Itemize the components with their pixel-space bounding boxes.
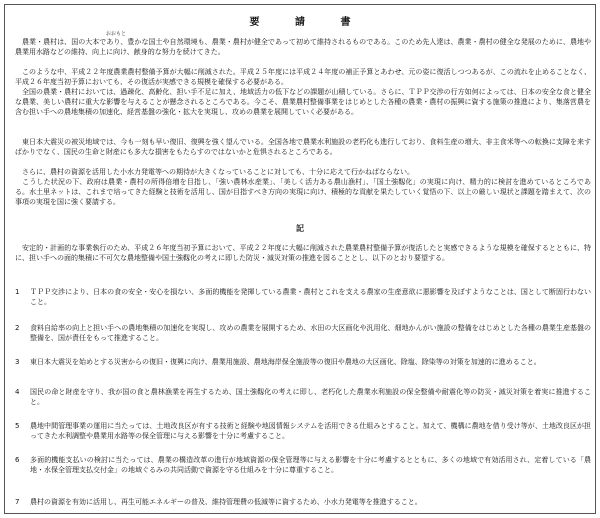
item-number: 7: [15, 498, 20, 506]
item-number: 1: [15, 288, 20, 296]
paragraph-4: 東日本大震災の被災地域では、今も一刻も早い復旧、復興を強く望んでいる。全国各地で農業水利施設の老朽化も進行しており、食料生産の増大、非主食米等への転換に支障を来すばかりでなく、国民の生命と財産にも多大な損害をもたらすのではないかと危惧されるところである。: [15, 138, 591, 156]
item-text: ＴＰＰ交渉により、日本の食の安全・安心を損ない、多面的機能を発揮している農業・農村とこれを支える農家の生産意欲に悪影響を及ぼすようなことは、国として断固行わないこと。: [30, 288, 591, 306]
document-title: 要 請 書: [249, 17, 367, 28]
item-text: 農地中間管理事業の運用に当たっては、土地改良区が有する技術と経験や地図情報システムを活用できる仕組みとすること。加えて、機構に農地を借り受け等が、土地改良区が担ってきた水利調整や農業用水路等の保全管理に与える影響を十分に考慮すること。: [30, 422, 591, 440]
item-text: 東日本大震災を始めとする災害からの復旧・復興に向け、農業用施設、農地海岸保全施設等の復旧や農地の大区画化、除塩、除染等の対策を加速的に進めること。: [30, 358, 541, 366]
paragraph-5: さらに、農村の資源を活用した小水力発電等への期待が大きくなっていることに対しても、十分に応えて行かねばならない。: [15, 168, 414, 176]
item-number: 2: [15, 324, 20, 332]
request-intro: 安定的・計画的な事業執行のため、平成２６年度当初予算において、平成２２年度に大幅に削減された農業農村整備予算が復活したと実感できるような規模を確保するとともに、特に、担い手への面的集積に不可欠な農地整備や国土強靱化の考えに即した防災・減災対策の推進を図ることとし、以下のとおり要望する。: [15, 244, 591, 262]
item-number: 5: [15, 422, 20, 430]
item-text: 農村の資源を有効に活用し、再生可能エネルギーの普及、維持管理費の低減等に資するため、小水力発電等を推進すること。: [30, 498, 422, 506]
item-text: 多面的機能支払いの検討に当たっては、農業の構造改革の進行が地域資源の保全管理等に与える影響を十分に考慮するとともに、多くの地域で有効活用され、定着している「農地・水保全管理支払交付金」の地域ぐるみの共同活動で資源を守る仕組みを十分に尊重すること。: [30, 456, 591, 474]
ki-heading: 記: [296, 224, 304, 233]
item-number: 4: [15, 388, 20, 396]
document-page: [4, 4, 596, 514]
paragraph-2: このような中、平成２２年度農業農村整備予算が大幅に削減された。平成２５年度には平成２４年度の補正予算とあわせ、元の姿に復活しつつあるが、この流れを止めることなく、平成２６年度当初予算においても、その復活が実感できる規模を確保する必要がある。: [15, 68, 591, 86]
item-text: 食料自給率の向上と担い手への農地集積の加速化を実現し、攻めの農業を展開するため、水田の大区画化や汎用化、畑地かんがい施設の整備をはじめとした各種の農業生産基盤の整備を、国が責任をもって推進すること。: [30, 324, 591, 342]
paragraph-3: 全国の農業・農村においては、過疎化、高齢化、担い手不足に加え、地域活力の低下などの課題が山積している。さらに、ＴＰＰ交渉の行方如何によっては、日本の安全な食と健全な農業、美しい農村に重大な影響を与えることが懸念されるところである。今こそ、農業農村整備事業をはじめとした各種の農業・農村の振興に資する施策の推進により、集落営農を含む担い手への農地集積の加速化、経営基盤の強化・拡大を実現し、攻めの農業を展開していく必要がある。: [15, 88, 591, 116]
paragraph-6: こうした状況の下、政府は農業・農村の所得倍増を目指し、「強い農林水産業」、「美しく活力ある農山漁村」、「国土強靱化」の実現に向け、精力的に検討を進めているところである。水土里ネットは、これまで培ってきた経験と技術を活用し、国が目指すべき方向の実現に向け、積極的な貢献を果たしていく覚悟の下、以上の厳しい現状と課題を踏まえて、次の事項の実現を国に強く要請する。: [15, 178, 591, 206]
item-number: 3: [15, 358, 20, 366]
ruby-annotation: おおもと: [106, 31, 127, 37]
item-number: 6: [15, 456, 20, 464]
item-text: 国民の命と財産を守り、我が国の食と農林漁業を再生するため、国土強靱化の考えに即し、老朽化した農業水利施設の保全整備や耐震化等の防災・減災対策を着実に推進すること。: [30, 388, 591, 406]
paragraph-1: 農業・農村は、国の大本であり、豊かな国土や自然環境も、農業・農村が健全であって初めて維持されるものである。このため先人達は、農業・農村の健全な発展のために、農地や農業用水路などの維持、向上に向け、献身的な努力を続けてきた。: [15, 38, 591, 56]
